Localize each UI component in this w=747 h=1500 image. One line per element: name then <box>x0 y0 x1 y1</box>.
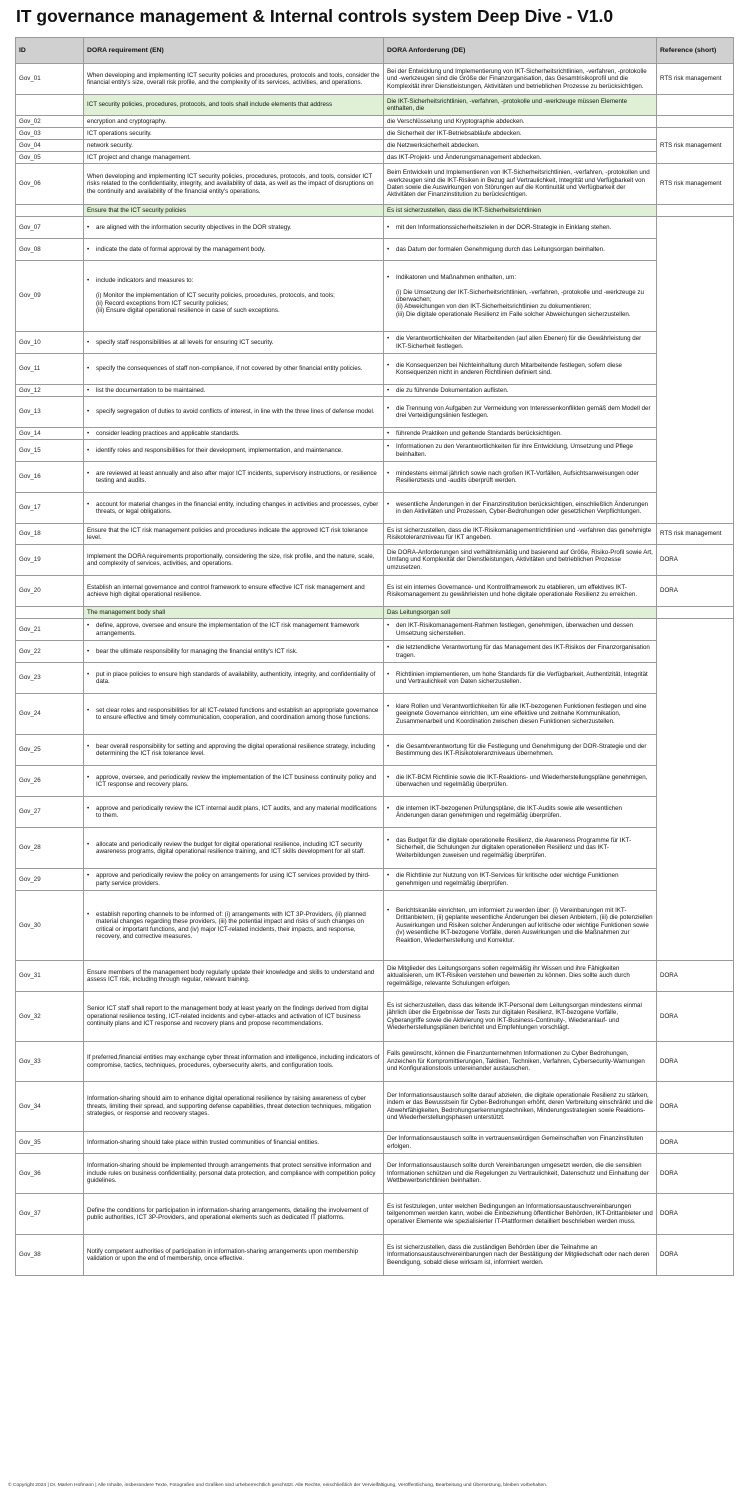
row-id: Gov_36 <box>16 1154 84 1194</box>
requirement-en <box>84 332 384 354</box>
requirement-en: Ensure that the ICT security policies <box>84 205 384 217</box>
table-body <box>16 64 734 1276</box>
table-row <box>16 992 734 1042</box>
bullet-text: • führende Praktiken und geltende Standards berücksichtigen. <box>387 430 653 437</box>
requirement-de: die Verschlüsselung und Kryptographie abdecken. <box>384 116 657 128</box>
table-row <box>16 332 734 354</box>
requirement-en: When developing and implementing ICT security policies and procedures, protocols and tools, consider the financial entity's size, overall risk profile, and the complexity of its services, activities, and operations. <box>84 64 384 95</box>
requirement-de: Der Informationsaustausch sollte durch Vereinbarungen umgesetzt werden, die die sensiblen Informationen schützen und die Regelungen zu Vertraulichkeit, Datenschutz und Einhaltung der Wettbewerbsrichtlinien beinhalten. <box>384 1154 657 1194</box>
bullet-text: • die Trennung von Aufgaben zur Vermeidung von Interessenkonflikten gemäß dem Modell der drei Verteidigungslinien festlegen. <box>387 405 653 420</box>
bullet-text: • specify segregation of duties to avoid conflicts of interest, in line with the three lines of defense model. <box>87 408 380 415</box>
requirement-de <box>384 869 657 891</box>
table-row <box>16 961 734 992</box>
requirement-en: network security. <box>84 140 384 152</box>
requirement-en <box>84 891 384 961</box>
bullet-text: • list the documentation to be maintained. <box>87 387 380 394</box>
reference-short: DORA <box>657 1042 734 1082</box>
table-row <box>16 261 734 332</box>
row-id: Gov_15 <box>16 440 84 462</box>
requirement-de <box>384 828 657 869</box>
reference-short <box>657 95 734 116</box>
requirement-en <box>84 385 384 397</box>
requirement-en <box>84 261 384 332</box>
requirement-en <box>84 641 384 663</box>
row-id: Gov_28 <box>16 828 84 869</box>
requirement-en: Notify competent authorities of participation in information-sharing arrangements upon membership validation or upon the end of membership, once effective. <box>84 1235 384 1276</box>
requirement-de: Es ist festzulegen, unter welchen Bedingungen an Informationsaustauschvereinbarungen teilgenommen werden kann, wobei die Einbeziehung öffentlicher Behörden, IKT-Drittanbieter und operativer Elemente wie spezialisierter IT-Plattformen detailliert beschrieben werden muss. <box>384 1194 657 1235</box>
table-row <box>16 128 734 140</box>
reference-short: DORA <box>657 1154 734 1194</box>
table-row <box>16 619 734 641</box>
bullet-text: • mit den Informationssicherheitszielen in der DOR-Strategie in Einklang stehen. <box>387 224 653 231</box>
requirement-de: Es ist sicherzustellen, dass die IKT-Risikomanagementrichtlinien und -verfahren das genehmigte Risikotoleranzniveau für IKT angeben. <box>384 524 657 545</box>
bullet-text: • set clear roles and responsibilities for all ICT-related functions and establish an appropriate governance to ensure effective and timely communication, cooperation, and coordination among those functions. <box>87 707 380 722</box>
requirement-de <box>384 619 657 641</box>
requirement-en <box>84 493 384 524</box>
requirement-en: ICT operations security. <box>84 128 384 140</box>
requirement-en: When developing and implementing ICT security policies, procedures, protocols, and tools, consider ICT risks related to the confidentiality, integrity, and availability of data, as well as the impact of disruptions on the continuity and availability of the financial entity's operations. <box>84 164 384 205</box>
requirement-de <box>384 332 657 354</box>
bullet-text: • wesentliche Änderungen in der Finanzinstitution berücksichtigen, einschließlich Änderungen in den Aktivitäten und Prozessen, Cyber-Bedrohungen oder gesetzlichen Verpflichtungen. <box>387 501 653 516</box>
table-row <box>16 1235 734 1276</box>
table-row <box>16 440 734 462</box>
bullet-text: • Berichtskanäle einrichten, um informiert zu werden über: (i) Vereinbarungen mit IKT-Drittanbietern, (ii) geplante wesentliche Änderungen bei diesen Anbietern, (iii) die potenziellen Auswirkungen und Risiken solcher Änderungen auf kritische oder wichtige Funktionen sowie (iv) wesentliche IKT-bezogene Vorfälle, deren Auswirkungen und die Maßnahmen zur Reaktion, Wiederherstellung und Korrektur. <box>387 907 653 944</box>
bullet-text: • specify the consequences of staff non-compliance, if not covered by other financial entity policies. <box>87 365 380 372</box>
bullet-text: • klare Rollen und Verantwortlichkeiten für alle IKT-bezogenen Funktionen festlegen und eine geeignete Governance einrichten, um eine effektive und zeitnahe Kommunikation, Zusammenarbeit und Koordination zwischen diesen Funktionen sicherzustellen. <box>387 703 653 725</box>
row-id: Gov_29 <box>16 869 84 891</box>
requirement-de <box>384 261 657 332</box>
table-section-row <box>16 205 734 217</box>
table-row <box>16 385 734 397</box>
requirement-de <box>384 663 657 694</box>
requirement-de <box>384 735 657 766</box>
row-id: Gov_24 <box>16 694 84 735</box>
row-id: Gov_17 <box>16 493 84 524</box>
bullet-text: • define, approve, oversee and ensure the implementation of the ICT risk management framework arrangements. <box>87 622 380 637</box>
requirement-en: Ensure members of the management body regularly update their knowledge and skills to understand and assess ICT risk, including through regular, relevant training. <box>84 961 384 992</box>
requirement-de <box>384 397 657 428</box>
row-id <box>16 95 84 116</box>
row-id: Gov_11 <box>16 354 84 385</box>
reference-short: DORA <box>657 1235 734 1276</box>
requirement-de <box>384 891 657 961</box>
row-id: Gov_30 <box>16 891 84 961</box>
table-row <box>16 694 734 735</box>
requirement-en <box>84 828 384 869</box>
requirement-en <box>84 619 384 641</box>
requirement-de <box>384 766 657 797</box>
row-id: Gov_22 <box>16 641 84 663</box>
reference-short: RTS risk management <box>657 164 734 205</box>
table-header-row <box>16 38 734 64</box>
requirement-en <box>84 440 384 462</box>
bullet-text: • das Budget für die digitale operationelle Resilienz, die Awareness Programme für IKT-Sicherheit, die Schulungen zur digitalen operationellen Resilienz und das IKT-Weiterbildungen zuweisen und regelmäßig überprüfen. <box>387 837 653 859</box>
table-row <box>16 524 734 545</box>
table-row <box>16 1154 734 1194</box>
table-row <box>16 797 734 828</box>
requirement-de <box>384 217 657 239</box>
bullet-text: • establish reporting channels to be informed of: (i) arrangements with ICT 3P-Providers, (ii) planned material changes regarding these providers, (iii) the potential impact and risks of such changes on critical or important functions, and (iv) major ICT-related incidents, their impacts, and response, recovery, and corrective measures. <box>87 911 380 941</box>
bullet-text: • die Gesamtverantwortung für die Festlegung und Genehmigung der DOR-Strategie und der Bestimmung des IKT-Risikotoleranzniveaus übernehmen. <box>387 743 653 758</box>
table-row <box>16 239 734 261</box>
header-id: ID <box>16 38 84 64</box>
bullet-text: • approve and periodically review the ICT internal audit plans, ICT audits, and any material modifications to them. <box>87 805 380 820</box>
requirement-de <box>384 694 657 735</box>
header-de: DORA Anforderung (DE) <box>384 38 657 64</box>
requirement-en <box>84 663 384 694</box>
row-id: Gov_23 <box>16 663 84 694</box>
requirement-de: Das Leitungsorgan soll <box>384 607 657 619</box>
bullet-text: • account for material changes in the financial entity, including changes in activities and processes, cyber threats, or legal obligations. <box>87 501 380 516</box>
bullet-text: • approve, oversee, and periodically review the implementation of the ICT business continuity policy and ICT response and recovery plans. <box>87 774 380 789</box>
reference-short <box>657 619 734 961</box>
bullet-text: • die Verantwortlichkeiten der Mitarbeitenden (auf allen Ebenen) für die Gewährleistung der IKT-Sicherheit festlegen. <box>387 335 653 350</box>
requirement-en: Information-sharing should take place within trusted communities of financial entities. <box>84 1132 384 1154</box>
table-row <box>16 545 734 576</box>
requirement-en <box>84 354 384 385</box>
bullet-text: • bear the ultimate responsibility for managing the financial entity's ICT risk. <box>87 648 380 655</box>
requirement-en <box>84 397 384 428</box>
reference-short: DORA <box>657 992 734 1042</box>
table-row <box>16 641 734 663</box>
table-row <box>16 1194 734 1235</box>
reference-short: DORA <box>657 1082 734 1132</box>
table-row <box>16 164 734 205</box>
copyright-footer: © Copyright 2024 | Dr. Marlen Hofmann | Alle Inhalte, insbesondere Texte, Fotografien und Grafiken sind urheberrechtlich geschützt. Alle Rechte, einschließlich der Vervielfältigung, Veröffentlichung, Bearbeitung und Übersetzung, bleiben vorbehalten. <box>8 1483 548 1488</box>
bullet-text: • approve and periodically review the policy on arrangements for using ICT services provided by third-party service providers. <box>87 872 380 887</box>
requirement-de: Die IKT-Sicherheitsrichtlinien, -verfahren, -protokolle und -werkzeuge müssen Elemente enthalten, die <box>384 95 657 116</box>
table-row <box>16 152 734 164</box>
requirement-en: Information-sharing should aim to enhance digital operational resilience by raising awareness of cyber threats, limiting their spread, and supporting defense capabilities, threat detection techniques, mitigation strategies, or response and recovery stages. <box>84 1082 384 1132</box>
requirement-de: die Netzwerksicherheit abdecken. <box>384 140 657 152</box>
table-row <box>16 397 734 428</box>
row-id: Gov_06 <box>16 164 84 205</box>
table-row <box>16 493 734 524</box>
requirement-en: Ensure that the ICT risk management policies and procedures indicate the approved ICT risk tolerance level. <box>84 524 384 545</box>
requirement-en: Define the conditions for participation in information-sharing arrangements, detailing the involvement of public authorities, ICT 3P-Providers, and operational elements such as dedicated IT platforms. <box>84 1194 384 1235</box>
row-id: Gov_31 <box>16 961 84 992</box>
bullet-text: • identify roles and responsibilities for their development, implementation, and maintenance. <box>87 447 380 454</box>
bullet-text: • include indicators and measures to: (i) Monitor the implementation of ICT security policies, procedures, protocols, and tools; (ii) Record exceptions from ICT security policies; (iii) Ensure digital operational resilience in case of such exceptions. <box>87 277 380 314</box>
row-id: Gov_01 <box>16 64 84 95</box>
bullet-text: • die zu führende Dokumentation auflisten. <box>387 387 653 394</box>
reference-short: RTS risk management <box>657 524 734 545</box>
requirement-de <box>384 428 657 440</box>
requirement-en: encryption and cryptography. <box>84 116 384 128</box>
table-row <box>16 64 734 95</box>
requirement-de: Die DORA-Anforderungen sind verhältnismäßig und basierend auf Größe, Risiko-Profil sowie Art, Umfang und Komplexität der Dienstleistungen, Aktivitäten und betrieblichen Prozesse umzusetzen. <box>384 545 657 576</box>
reference-short <box>657 217 734 524</box>
reference-short: DORA <box>657 545 734 576</box>
requirements-table <box>15 37 734 1276</box>
requirement-en: Implement the DORA requirements proportionally, considering the size, risk profile, and the nature, scale, and complexity of services, activities, and operations. <box>84 545 384 576</box>
row-id: Gov_34 <box>16 1082 84 1132</box>
row-id: Gov_27 <box>16 797 84 828</box>
bullet-text: • are reviewed at least annually and also after major ICT incidents, supervisory instructions, or resilience testing and audits. <box>87 470 380 485</box>
bullet-text: • die internen IKT-bezogenen Prüfungspläne, die IKT-Audits sowie alle wesentlichen Änderungen daran genehmigen und regelmäßig überprüfen. <box>387 805 653 820</box>
table-row <box>16 140 734 152</box>
requirement-en: Information-sharing should be implemented through arrangements that protect sensitive information and include rules on business confidentiality, personal data protection, and compliance with competition policy guidelines. <box>84 1154 384 1194</box>
reference-short: DORA <box>657 576 734 607</box>
requirement-de <box>384 354 657 385</box>
row-id: Gov_14 <box>16 428 84 440</box>
requirement-de <box>384 385 657 397</box>
requirement-de: Es ist sicherzustellen, dass das leitende IKT-Personal dem Leitungsorgan mindestens einmal jährlich über die Ergebnisse der Tests zur digitalen Resilienz, IKT-bezogene Vorfälle, Cyberangriffe sowie die Aktivierung von IKT-Business-Continuity-, Wiederanlauf- und Wiederherstellungsplänen berichtet und Empfehlungen vorschlägt. <box>384 992 657 1042</box>
reference-short <box>657 607 734 619</box>
requirement-en: The management body shall <box>84 607 384 619</box>
row-id: Gov_08 <box>16 239 84 261</box>
requirement-en: Establish an internal governance and control framework to ensure effective ICT risk management and achieve high digital operational resilience. <box>84 576 384 607</box>
table-row <box>16 869 734 891</box>
requirement-de: Falls gewünscht, können die Finanzunternehmen Informationen zu Cyber Bedrohungen, Anzeichen für Kompromittierungen, Taktiken, Techniken, Verfahren, Cybersecurity-Warnungen und Konfigurationstools untereinander austauschen. <box>384 1042 657 1082</box>
row-id: Gov_20 <box>16 576 84 607</box>
row-id: Gov_38 <box>16 1235 84 1276</box>
requirement-en <box>84 462 384 493</box>
row-id: Gov_18 <box>16 524 84 545</box>
requirement-de <box>384 462 657 493</box>
table-row <box>16 1042 734 1082</box>
reference-short: DORA <box>657 961 734 992</box>
bullet-text: • indicate the date of formal approval by the management body. <box>87 246 380 253</box>
requirement-de <box>384 797 657 828</box>
requirement-de <box>384 493 657 524</box>
table-row <box>16 1082 734 1132</box>
bullet-text: • die Konsequenzen bei Nichteinhaltung durch Mitarbeitende festlegen, sofern diese Konsequenzen nicht in anderen Richtlinien definiert sind. <box>387 362 653 377</box>
row-id: Gov_05 <box>16 152 84 164</box>
row-id: Gov_21 <box>16 619 84 641</box>
bullet-text: • consider leading practices and applicable standards. <box>87 430 380 437</box>
requirement-de <box>384 239 657 261</box>
reference-short <box>657 205 734 217</box>
requirement-en <box>84 869 384 891</box>
requirement-de: Der Informationsaustausch sollte darauf abzielen, die digitale operationale Resilienz zu stärken, indem er das Bewusstsein für Cyber-Bedrohungen erhöht, deren Verbreitung einschränkt und die Abwehrfähigkeiten, Bedrohungserkennungstechniken, Minderungsstrategien sowie Reaktions- und Wiederherstellungsphasen unterstützt. <box>384 1082 657 1132</box>
requirement-de: Es ist ein internes Governance- und Kontrollframework zu etablieren, um effektives IKT-Risikomanagement zu gewährleisten und hohe digitale operationale Resilienz zu erreichen. <box>384 576 657 607</box>
table-section-row <box>16 607 734 619</box>
bullet-text: • Indikatoren und Maßnahmen enthalten, um: (i) Die Umsetzung der IKT-Sicherheitsrichtlinien, -verfahren, -protokolle und -werkzeuge zu überwachen; (ii) Abweichungen von den IKT-Sicherheitsrichtlinien zu dokumentieren; (iii) Die digitale operationale Resilienz im Falle solcher Abweichungen sicherzustellen. <box>387 274 653 318</box>
bullet-text: • den IKT-Risikomanagement-Rahmen festlegen, genehmigen, überwachen und dessen Umsetzung sicherstellen. <box>387 622 653 637</box>
table-row <box>16 735 734 766</box>
bullet-text: • put in place policies to ensure high standards of availability, authenticity, integrity, and confidentiality of data. <box>87 671 380 686</box>
table-section-row <box>16 95 734 116</box>
bullet-text: • allocate and periodically review the budget for digital operational resilience, including ICT security awareness programs, digital operational resilience training, and ICT skills development for all staff. <box>87 841 380 856</box>
bullet-text: • Informationen zu den Verantwortlichkeiten für ihre Entwicklung, Umsetzung und Pflege beinhalten. <box>387 443 653 458</box>
table-row <box>16 354 734 385</box>
table-row <box>16 663 734 694</box>
table-row <box>16 766 734 797</box>
bullet-text: • specify staff responsibilities at all levels for ensuring ICT security. <box>87 339 380 346</box>
requirement-de: Beim Entwickeln und Implementieren von IKT-Sicherheitsrichtlinien, -verfahren, -protokollen und -werkzeugen sind die IKT-Risiken in Bezug auf Vertraulichkeit, Integrität und Verfügbarkeit von Daten sowie die Auswirkungen von Störungen auf die Kontinuität und Verfügbarkeit der Aktivitäten der Finanzinstitution zu berücksichtigen. <box>384 164 657 205</box>
requirement-de <box>384 641 657 663</box>
header-en: DORA requirement (EN) <box>84 38 384 64</box>
requirement-en <box>84 766 384 797</box>
bullet-text: • die Richtlinie zur Nutzung von IKT-Services für kritische oder wichtige Funktionen genehmigen und regelmäßig überprüfen. <box>387 872 653 887</box>
row-id: Gov_13 <box>16 397 84 428</box>
requirement-en <box>84 694 384 735</box>
reference-short: RTS risk management <box>657 64 734 95</box>
requirement-en <box>84 428 384 440</box>
requirement-de: Der Informationsaustausch sollte in vertrauenswürdigen Gemeinschaften von Finanzinstituten erfolgen. <box>384 1132 657 1154</box>
row-id: Gov_25 <box>16 735 84 766</box>
row-id: Gov_07 <box>16 217 84 239</box>
table-row <box>16 828 734 869</box>
requirement-de: die Sicherheit der IKT-Betriebsabläufe abdecken. <box>384 128 657 140</box>
bullet-text: • die IKT-BCM Richtlinie sowie die IKT-Reaktions- und Wiederherstellungspläne genehmigen, überwachen und regelmäßig überprüfen. <box>387 774 653 789</box>
table-row <box>16 576 734 607</box>
requirement-de: Die Mitglieder des Leitungsorgans sollen regelmäßig ihr Wissen und ihre Fähigkeiten aktualisieren, um IKT-Risiken verstehen und bewerten zu können. Dies sollte auch durch regelmäßige, relevante Schulungen erfolgen. <box>384 961 657 992</box>
requirement-en <box>84 735 384 766</box>
requirement-de: das IKT-Projekt- und Änderungsmanagement abdecken. <box>384 152 657 164</box>
reference-short <box>657 116 734 128</box>
bullet-text: • Richtlinien implementieren, um hohe Standards für die Verfügbarkeit, Authentizität, Integrität und Vertraulichkeit von Daten sicherzustellen. <box>387 671 653 686</box>
page-title: IT governance management & Internal controls system Deep Dive - V1.0 <box>16 6 614 26</box>
row-id: Gov_16 <box>16 462 84 493</box>
row-id: Gov_03 <box>16 128 84 140</box>
row-id: Gov_12 <box>16 385 84 397</box>
requirement-en: Senior ICT staff shall report to the management body at least yearly on the findings derived from digital operational resilience testing, ICT-related incidents and cyber-attacks and activation of ICT business continuity plans and ICT response and recovery plans and propose recommendations. <box>84 992 384 1042</box>
requirement-en: If preferred,financial entities may exchange cyber threat information and intelligence, including indicators of compromise, tactics, techniques, procedures, cybersecurity alerts, and configuration tools. <box>84 1042 384 1082</box>
requirement-en: ICT security policies, procedures, protocols, and tools shall include elements that address <box>84 95 384 116</box>
row-id: Gov_09 <box>16 261 84 332</box>
requirement-de <box>384 440 657 462</box>
row-id: Gov_04 <box>16 140 84 152</box>
row-id: Gov_37 <box>16 1194 84 1235</box>
reference-short: DORA <box>657 1132 734 1154</box>
table-row <box>16 217 734 239</box>
row-id: Gov_10 <box>16 332 84 354</box>
row-id: Gov_35 <box>16 1132 84 1154</box>
table-row <box>16 891 734 961</box>
row-id: Gov_19 <box>16 545 84 576</box>
reference-short: RTS risk management <box>657 128 734 164</box>
bullet-text: • bear overall responsibility for setting and approving the digital operational resilience strategy, including determining the ICT risk tolerance level. <box>87 743 380 758</box>
requirement-de: Bei der Entwicklung und Implementierung von IKT-Sicherheitsrichtlinien, -verfahren, -protokolle und -werkzeugen sind die Größe der Finanzorganisation, das Gesamtrisikoprofil und die Komplexität ihrer Dienstleistungen, Aktivitäten und betrieblichen Prozesse zu berücksichtigen. <box>384 64 657 95</box>
requirement-de: Es ist sicherzustellen, dass die zuständigen Behörden über die Teilnahme an Informationsaustauschvereinbarungen nach der Bestätigung der Mitgliedschaft oder nach deren Beendigung, sobald diese wirksam ist, informiert werden. <box>384 1235 657 1276</box>
requirement-en <box>84 239 384 261</box>
bullet-text: • die letztendliche Verantwortung für das Management des IKT-Risikos der Finanzorganisation tragen. <box>387 644 653 659</box>
table-row <box>16 462 734 493</box>
reference-short: DORA <box>657 1194 734 1235</box>
bullet-text: • are aligned with the information security objectives in the DOR strategy. <box>87 224 380 231</box>
header-ref: Reference (short) <box>657 38 734 64</box>
requirement-en: ICT project and change management. <box>84 152 384 164</box>
requirement-en <box>84 217 384 239</box>
row-id: Gov_02 <box>16 116 84 128</box>
bullet-text: • mindestens einmal jährlich sowie nach großen IKT-Vorfällen, Aufsichtsanweisungen oder Resilienztests und -audits überprüft werden. <box>387 470 653 485</box>
table-row <box>16 1132 734 1154</box>
row-id: Gov_26 <box>16 766 84 797</box>
row-id <box>16 607 84 619</box>
table-row <box>16 116 734 128</box>
row-id: Gov_33 <box>16 1042 84 1082</box>
row-id <box>16 205 84 217</box>
table-row <box>16 428 734 440</box>
requirement-de: Es ist sicherzustellen, dass die IKT-Sicherheitsrichtlinien <box>384 205 657 217</box>
bullet-text: • das Datum der formalen Genehmigung durch das Leitungsorgan beinhalten. <box>387 246 653 253</box>
row-id: Gov_32 <box>16 992 84 1042</box>
requirement-en <box>84 797 384 828</box>
